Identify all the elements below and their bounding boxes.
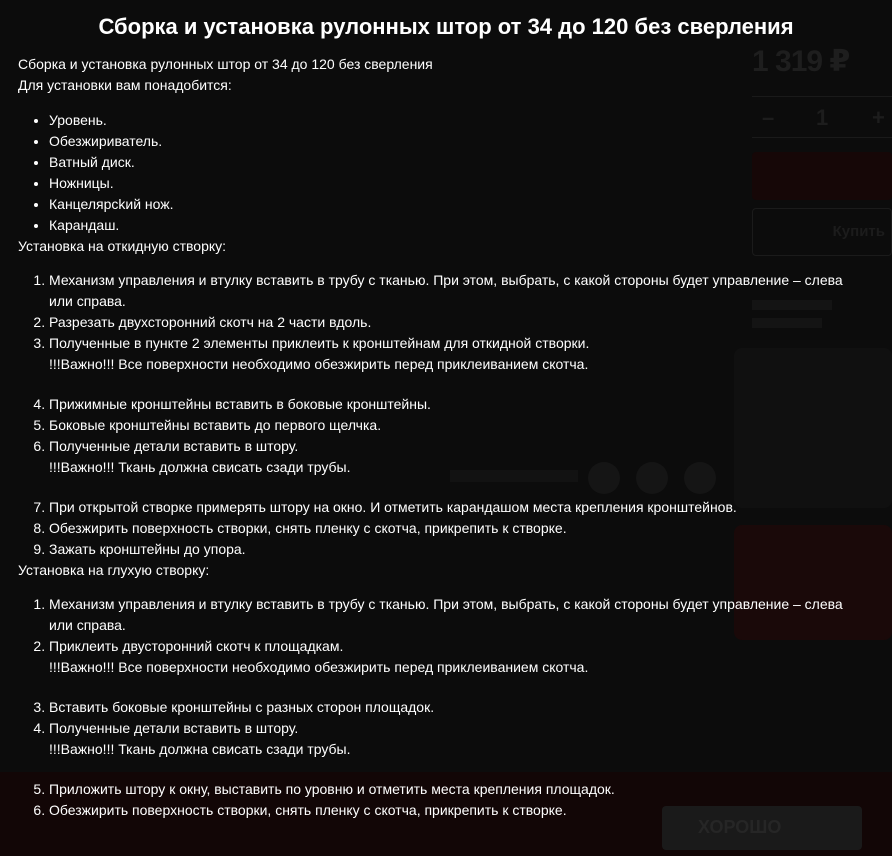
buy-button-label: Купить (832, 223, 885, 240)
list-item (49, 718, 868, 760)
steps-list-2b (18, 697, 868, 760)
list-item: 2. Разрезать двухсторонний скотч на 2 части вдоль. (49, 312, 868, 333)
list-item (49, 636, 868, 678)
list-item: 7. При открытой створке примерять штору на окно. И отметить карандашом места крепления кронштейнов. (49, 497, 868, 518)
steps-list-2a (18, 594, 868, 678)
step-text: Полученные детали вставить в штору. (49, 438, 299, 454)
list-item: • Карандаш. (49, 215, 868, 236)
needs-heading: Для установки вам понадобится: (18, 77, 232, 93)
step-text: Приклеить двусторонний скотч к площадкам. (49, 638, 344, 654)
list-item: 4. Прижимные кронштейны вставить в боковые кронштейны. (49, 394, 868, 415)
list-item (49, 333, 868, 375)
warning-note: !!!Важно!!! Все поверхности необходимо обезжирить перед приклеиванием скотча. (49, 356, 589, 372)
ok-button-label: ХОРОШО (698, 817, 782, 837)
instructions-body (18, 54, 868, 821)
qty-minus: – (762, 105, 775, 130)
warning-note: !!!Важно!!! Все поверхности необходимо обезжирить перед приклеиванием скотча. (49, 659, 589, 675)
list-item: • Ватный диск. (49, 152, 868, 173)
step-text: Полученные в пункте 2 элементы приклеить к кронштейнам для откидной створки. (49, 335, 590, 351)
needs-list (18, 110, 868, 236)
list-item: 6. Обезжирить поверхность створки, снять пленку с скотча, прикрепить к створке. (49, 800, 868, 821)
list-item: • Обезжириватель. (49, 131, 868, 152)
step-text: Полученные детали вставить в штору. (49, 720, 299, 736)
steps-list-1c (18, 497, 868, 560)
steps-list-2c (18, 779, 868, 821)
section-heading: Установка на откидную створку: (18, 238, 227, 254)
warning-note: !!!Важно!!! Ткань должна свисать сзади трубы. (49, 741, 351, 757)
list-item: • Уровень. (49, 110, 868, 131)
steps-list-1a (18, 270, 868, 375)
list-item: 1. Механизм управления и втулку вставить в трубу с тканью. При этом, выбрать, с какой стороны будет управление – слева или справа. (49, 594, 868, 636)
list-item: 5. Боковые кронштейны вставить до первого щелчка. (49, 415, 868, 436)
list-item: • Ножницы. (49, 173, 868, 194)
list-item (49, 436, 868, 478)
qty-value: 1 (816, 105, 829, 130)
list-item: 9. Зажать кронштейны до упора. (49, 539, 868, 560)
qty-plus: + (872, 105, 885, 130)
list-item: 3. Вставить боковые кронштейны с разных сторон площадок. (49, 697, 868, 718)
modal-title: Сборка и установка рулонных штор от 34 до 120 без сверления (98, 14, 794, 39)
steps-list-1b (18, 394, 868, 478)
list-item: 5. Приложить штору к окну, выставить по уровню и отметить места крепления площадок. (49, 779, 868, 800)
list-item: • Канцелярсkий нож. (49, 194, 868, 215)
warning-note: !!!Важно!!! Ткань должна свисать сзади трубы. (49, 459, 351, 475)
price: 1 319 ₽ (752, 45, 850, 78)
section-heading: Установка на глухую створку: (18, 562, 210, 578)
list-item: 1. Механизм управления и втулку вставить в трубу с тканью. При этом, выбрать, с какой стороны будет управление – слева или справа. (49, 270, 868, 312)
intro-text: Сборка и установка рулонных штор от 34 до 120 без сверления (18, 56, 433, 72)
list-item: 8. Обезжирить поверхность створки, снять пленку с скотча, прикрепить к створке. (49, 518, 868, 539)
